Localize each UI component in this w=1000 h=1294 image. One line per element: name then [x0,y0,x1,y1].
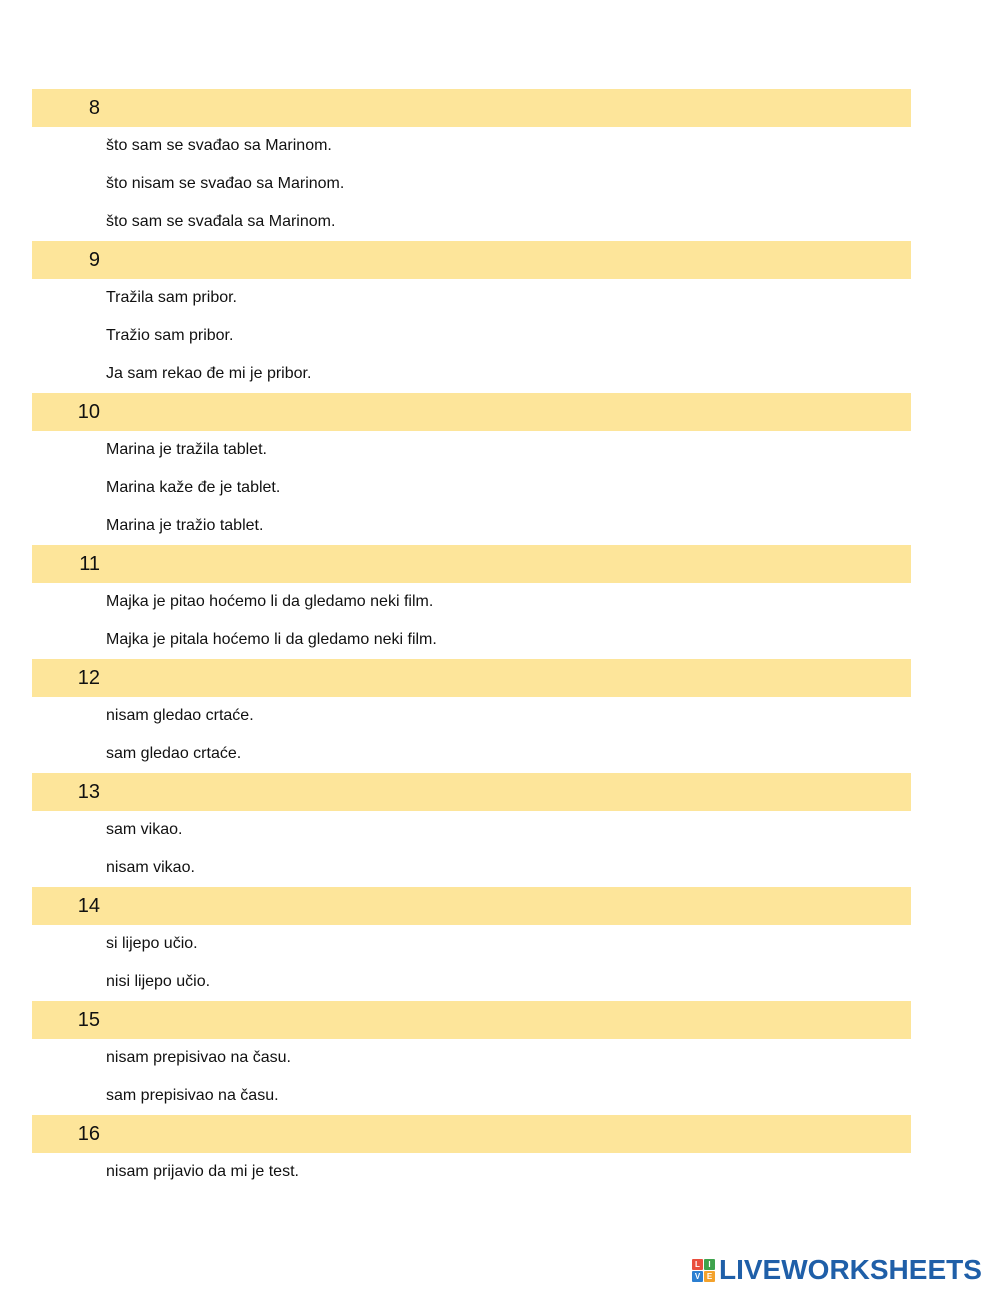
answer-option[interactable]: Marina kaže đe je tablet. [106,479,281,496]
question-number: 10 [77,401,100,423]
answer-option[interactable]: si lijepo učio. [106,935,198,952]
question-header-15 [32,1001,911,1039]
question-header-9 [32,241,911,279]
answer-option[interactable]: Majka je pitala hoćemo li da gledamo neki film. [106,631,437,648]
answer-option[interactable]: Tražio sam pribor. [106,327,234,344]
liveworksheets-logo [692,1254,982,1286]
answer-option[interactable]: sam gledao crtaće. [106,745,242,762]
answer-option[interactable]: nisi lijepo učio. [106,973,211,990]
question-header-11 [32,545,911,583]
question-header-12 [32,659,911,697]
question-header-14 [32,887,911,925]
answer-option[interactable]: Majka je pitao hoćemo li da gledamo neki film. [106,593,434,610]
question-number: 9 [88,249,100,271]
question-number: 16 [77,1123,100,1145]
question-number: 11 [79,553,100,575]
question-header-16 [32,1115,911,1153]
question-number: 15 [77,1009,100,1031]
answer-option[interactable]: što sam se svađala sa Marinom. [106,213,336,230]
logo-mark-tile: L [692,1259,703,1270]
logo-mark-tile: V [692,1271,703,1282]
answer-option[interactable]: sam vikao. [106,821,183,838]
question-number: 12 [77,667,100,689]
question-number: 8 [88,97,100,119]
answer-option[interactable]: Marina je tražio tablet. [106,517,264,534]
answer-option[interactable]: Ja sam rekao đe mi je pribor. [106,365,312,382]
question-number: 13 [77,781,100,803]
worksheet [32,89,911,1191]
logo-mark-icon [692,1259,715,1282]
answer-option[interactable]: nisam prijavio da mi je test. [106,1163,299,1180]
answer-option[interactable]: Tražila sam pribor. [106,289,237,306]
question-number: 14 [77,895,100,917]
answer-option[interactable]: nisam prepisivao na času. [106,1049,291,1066]
answer-option[interactable]: što sam se svađao sa Marinom. [106,137,332,154]
logo-mark-tile: I [704,1259,715,1270]
logo-text: LIVEWORKSHEETS [719,1254,982,1285]
question-header-10 [32,393,911,431]
answer-option[interactable]: nisam gledao crtaće. [106,707,254,724]
logo-mark-tile: E [704,1271,715,1282]
answer-option[interactable]: nisam vikao. [106,859,195,876]
answer-option[interactable]: Marina je tražila tablet. [106,441,267,458]
answer-option[interactable]: što nisam se svađao sa Marinom. [106,175,345,192]
question-header-13 [32,773,911,811]
answer-option[interactable]: sam prepisivao na času. [106,1087,279,1104]
question-header-8 [32,89,911,127]
